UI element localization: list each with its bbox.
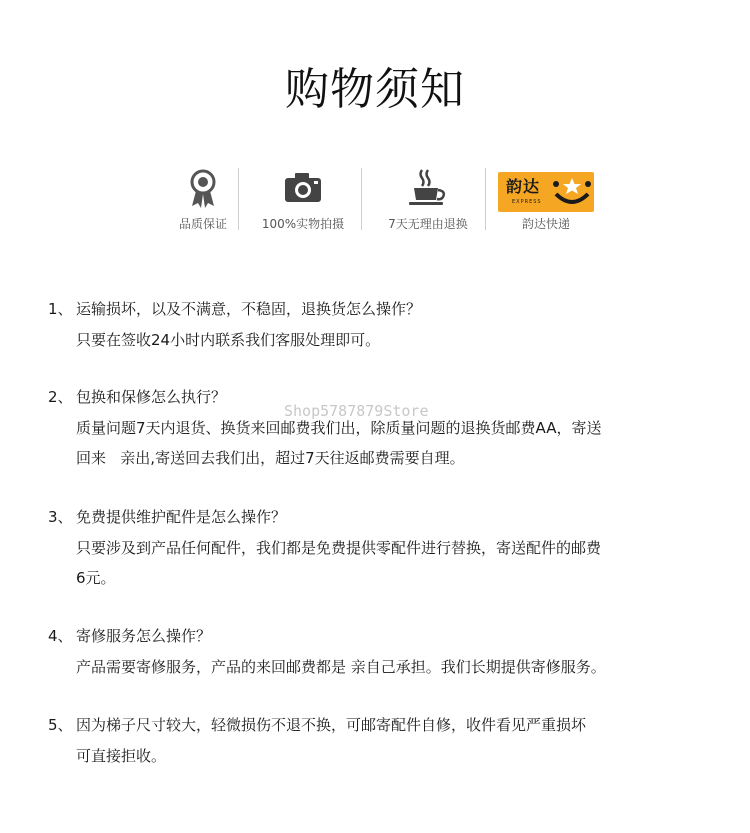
faq-item (48, 382, 718, 473)
yunda-logo-text: 韵达 (506, 177, 541, 196)
feature-label: 100%实物拍摄 (261, 217, 345, 231)
faq-item (48, 710, 718, 771)
feature-label: 7天无理由退换 (388, 217, 468, 231)
faq-number: 2、 (48, 388, 73, 406)
coffee-cup-icon (404, 166, 452, 210)
faq-question-text: 因为梯子尺寸较大，轻微损伤不退不换，可邮寄配件自修，收件看见严重损坏 (76, 716, 587, 734)
faq-answer: 可直接拒收。 (76, 747, 167, 765)
award-ribbon-icon (183, 166, 223, 210)
faq-item (48, 294, 718, 355)
faq-number: 1、 (48, 300, 73, 318)
feature-yunda-express (486, 166, 606, 238)
faq-answer: 质量问题7天内退货、换货来回邮费我们出，除质量问题的退换货邮费AA，寄送 回来 亲出,寄送回去我们出，超过7天往返邮费需要自理。 (76, 419, 602, 467)
faq-number: 4、 (48, 627, 73, 645)
camera-icon (281, 166, 325, 210)
feature-return-7days (368, 166, 488, 238)
faq-answer: 只要在签收24小时内联系我们客服处理即可。 (76, 331, 381, 349)
faq-item (48, 502, 718, 593)
faq-question (48, 502, 718, 532)
faq-question-text: 免费提供维护配件是怎么操作？ (76, 508, 287, 526)
faq-answer: 产品需要寄修服务，产品的来回邮费都是 亲自己承担。我们长期提供寄修服务。 (76, 658, 606, 676)
yunda-logo-subtext: EXPRESS (512, 199, 542, 205)
feature-divider (361, 168, 362, 230)
faq-question (48, 621, 718, 651)
faq-answer: 只要涉及到产品任何配件，我们都是免费提供零配件进行替换，寄送配件的邮费 6元。 (76, 539, 602, 587)
faq-question-text: 运输损坏，以及不满意，不稳固，退换货怎么操作？ (76, 300, 422, 318)
faq-question (48, 710, 718, 740)
smile-star-icon (550, 174, 594, 210)
faq-number: 5、 (48, 716, 73, 734)
feature-label: 韵达快递 (521, 217, 570, 231)
feature-label: 品质保证 (178, 217, 227, 231)
faq-question-text: 包换和保修怎么执行？ (76, 388, 227, 406)
faq-question-text: 寄修服务怎么操作？ (76, 627, 212, 645)
faq-question (48, 382, 718, 412)
faq-number: 3、 (48, 508, 73, 526)
feature-strip (143, 166, 623, 238)
feature-divider (238, 168, 239, 230)
yunda-logo-icon (498, 172, 594, 212)
feature-real-photo (243, 166, 363, 238)
shop-watermark: Shop5787879Store (284, 402, 429, 420)
faq-question (48, 294, 718, 324)
page-title: 购物须知 (285, 64, 465, 115)
faq-item (48, 621, 718, 682)
